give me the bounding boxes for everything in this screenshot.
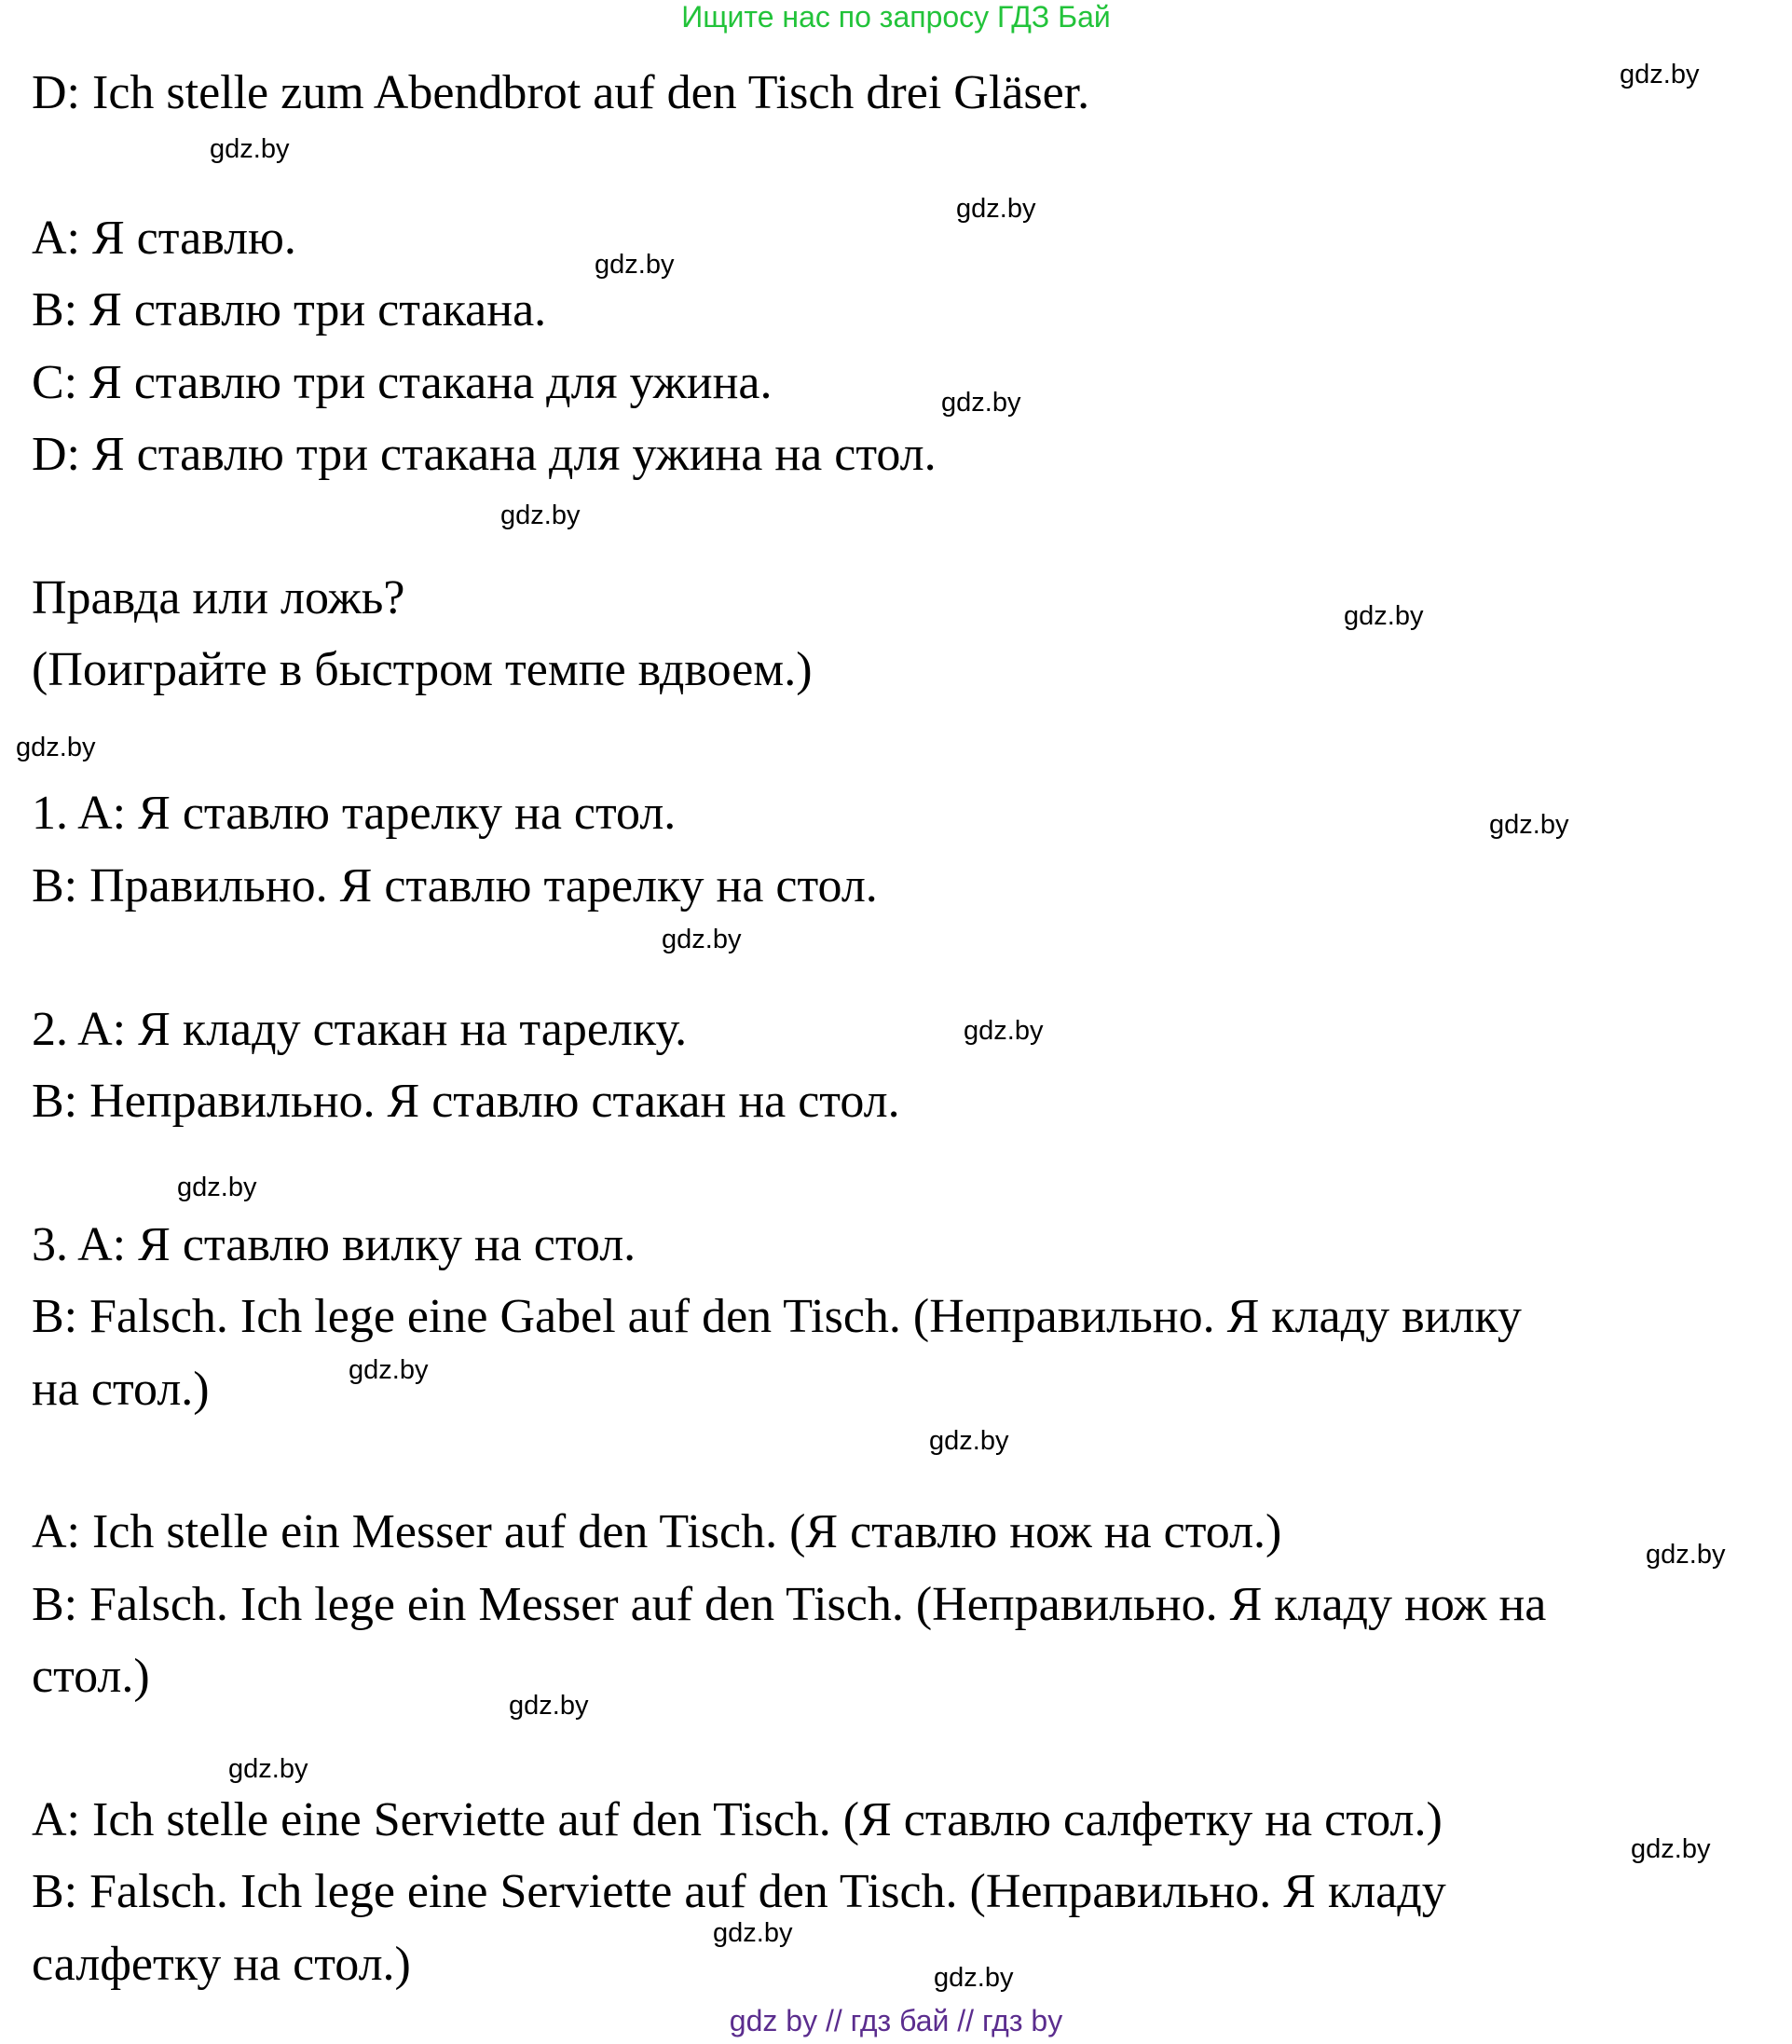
watermark: gdz.by xyxy=(934,1963,1014,1993)
text-line: на стол.) xyxy=(32,1363,210,1416)
watermark: gdz.by xyxy=(1620,60,1700,89)
text-line: A: Я ставлю. xyxy=(32,212,296,265)
watermark: gdz.by xyxy=(662,925,742,954)
text-line: D: Я ставлю три стакана для ужина на стол. xyxy=(32,428,937,481)
watermark: gdz.by xyxy=(349,1355,429,1385)
text-line: 3. A: Я ставлю вилку на стол. xyxy=(32,1218,636,1271)
watermark: gdz.by xyxy=(228,1754,308,1784)
watermark: gdz.by xyxy=(177,1173,257,1202)
text-line: A: Ich stelle ein Messer auf den Tisch. (Я ставлю нож на стол.) xyxy=(32,1505,1282,1558)
text-line: 1. A: Я ставлю тарелку на стол. xyxy=(32,787,677,840)
watermark: gdz.by xyxy=(509,1691,589,1721)
watermark: gdz.by xyxy=(595,250,675,280)
text-line: B: Я ставлю три стакана. xyxy=(32,283,547,336)
text-line: B: Неправильно. Я ставлю стакан на стол. xyxy=(32,1075,900,1128)
watermark: gdz.by xyxy=(1646,1540,1726,1570)
watermark: gdz.by xyxy=(929,1426,1009,1456)
text-line: B: Правильно. Я ставлю тарелку на стол. xyxy=(32,859,878,912)
search-hint-header: Ищите нас по запросу ГДЗ Бай xyxy=(681,0,1111,34)
watermark: gdz.by xyxy=(1344,601,1424,631)
text-line: C: Я ставлю три стакана для ужина. xyxy=(32,356,773,409)
watermark: gdz.by xyxy=(1489,810,1569,840)
text-line: (Поиграйте в быстром темпе вдвоем.) xyxy=(32,643,813,696)
text-line: 2. A: Я кладу стакан на тарелку. xyxy=(32,1003,688,1056)
watermark: gdz.by xyxy=(941,388,1021,418)
watermark: gdz.by xyxy=(964,1016,1044,1046)
text-line: A: Ich stelle eine Serviette auf den Tisch. (Я ставлю салфетку на стол.) xyxy=(32,1793,1443,1846)
text-line: B: Falsch. Ich lege eine Serviette auf den Tisch. (Неправильно. Я кладу xyxy=(32,1865,1446,1918)
watermark: gdz.by xyxy=(1631,1834,1711,1864)
text-line: D: Ich stelle zum Abendbrot auf den Tisch drei Gläser. xyxy=(32,66,1090,119)
watermark: gdz.by xyxy=(500,501,581,530)
watermark: gdz.by xyxy=(713,1918,793,1948)
text-line: салфетку на стол.) xyxy=(32,1938,411,1991)
watermark: gdz.by xyxy=(16,733,96,762)
text-line: B: Falsch. Ich lege eine Gabel auf den Tisch. (Неправильно. Я кладу вилку xyxy=(32,1290,1522,1343)
footer-watermark: gdz by // гдз бай // гдз by xyxy=(729,2004,1063,2037)
watermark: gdz.by xyxy=(956,194,1036,224)
text-line: стол.) xyxy=(32,1650,150,1703)
text-line: Правда или ложь? xyxy=(32,571,405,624)
text-line: B: Falsch. Ich lege ein Messer auf den Tisch. (Неправильно. Я кладу нож на xyxy=(32,1578,1547,1631)
watermark: gdz.by xyxy=(210,134,290,164)
